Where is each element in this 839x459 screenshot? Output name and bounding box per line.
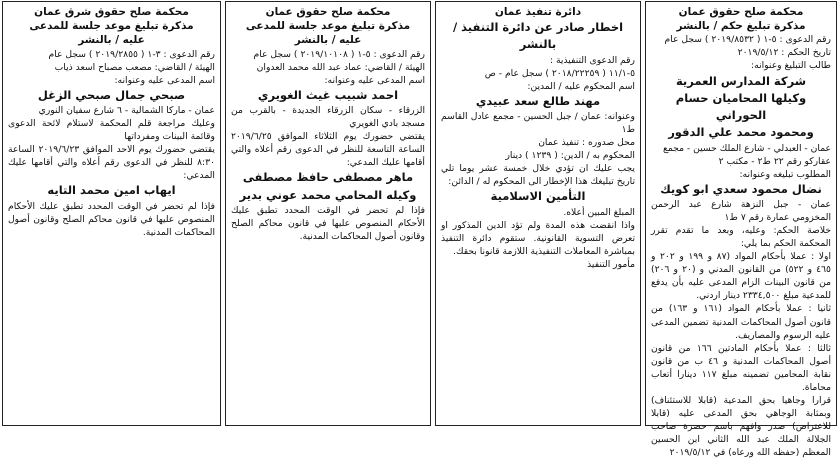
plaintiff-block xyxy=(8,182,215,199)
case-number-label: رقم الدعوى التنفيذية : xyxy=(549,54,635,66)
court-name: محكمة صلح حقوق عمان xyxy=(678,6,804,18)
case-number: رقم الدعوى : ٥-١ ( ٢٠١٩/٨٥٣٢ ) سجل عام xyxy=(664,34,831,46)
amount-due: المحكوم به / الدين: ( ١٢٣٩ ) دينار xyxy=(505,150,635,162)
notice-type: مذكرة تبليغ موعد جلسة للمدعى xyxy=(29,20,194,33)
defendant-address: عمان - ماركا الشمالية - ٦ شارع سفيان النوري xyxy=(38,104,215,116)
debtor-block xyxy=(441,93,635,110)
notice-title xyxy=(441,19,635,54)
defendant-block xyxy=(651,181,831,198)
defendant-label: اسم المدعى عليه وعنوانه: xyxy=(324,74,425,86)
notice-heading xyxy=(651,5,831,33)
case-number: ٥-١١/١ ( ٢٠١٨/٢٢٢٥٩ ) سجل عام - ص xyxy=(484,67,635,79)
defendant-name: احمد شبيب غيث الغويري xyxy=(257,87,399,102)
judgment-item-2: ثانيا : عملا بأحكام المواد (١٦١ و ١٦٣) من قانون أصول المحاكمات المدنية تضمين المدعى عليه الرسوم والمصاريف. xyxy=(651,303,832,341)
plaintiff-name: ايهاب امين محمد التايه xyxy=(47,183,176,198)
requester-label: طالب التبليغ وعنوانه: xyxy=(751,60,831,72)
judgment-summary: خلاصة الحكم: وعليه، وبعد ما تقدم تقرر المحكمة الحكم بما يلي: xyxy=(651,225,831,250)
notice-heading xyxy=(231,5,425,48)
defendant-address: عمان - جبل النزهة شارع عبد الرحمن المخزومي عمارة رقم ٧ ط١ xyxy=(651,198,831,224)
notice-hearing-2 xyxy=(2,1,221,426)
defendant-address: الزرقاء - سكان الزرقاء الجديدة - بالقرب من مسجد بادي الغويري xyxy=(231,104,425,130)
case-number: رقم الدعوى : ٣-١ ( ٢٠١٩/٢٨٥٥ ) سجل عام xyxy=(48,48,215,60)
warning-text: فإذا لم تحضر في الوقت المحدد تطبق عليك الأحكام المنصوص عليها في قانون محاكم الصلح وقانون أصول المحاكمات المدنية. xyxy=(8,200,215,238)
signature-label: مأمور التنفيذ xyxy=(587,258,635,270)
notice-hearing-1 xyxy=(225,1,431,426)
notice-type-2: عليه / بالنشر xyxy=(294,34,362,47)
issuing-place: محل صدوره : تنفيذ عمان xyxy=(538,137,635,149)
creditor-block xyxy=(441,188,635,205)
judgment-item-1: اولا : عملا بأحكام المواد (٨٧ و ١٩٩ و ٢٠٢ و ٤٦٥ و ٥٢٢) من القانون المدني و (٢٠ و ٢٠٦) من قانون البينات الزام المدعى عليه بأن يدفع للمدعية مبلغ ٢٣٣٤,٥٠٠ دينار اردني. xyxy=(651,251,832,302)
warning-text: واذا انقضت هذه المدة ولم تؤد الدين المذكور او تعرض التسوية القانونية. ستقوم دائرة التنفيذ بمباشرة المعاملات التنفيذية اللازمة قانونا بحقك. xyxy=(441,219,635,257)
plaintiff-block xyxy=(651,73,831,142)
department-name: دائرة تنفيذ عمان xyxy=(494,6,582,18)
warning-text: فإذا لم تحضر في الوقت المحدد تطبق عليك الأحكام المنصوص عليها في قانون محاكم الصلح وقانون أصول المحاكمات المدنية. xyxy=(231,204,425,242)
defendant-name: نضال محمود سعدي ابو كويك xyxy=(660,181,822,196)
judgment-closing: قرارا وجاهيا بحق المدعية (قابلا للاستئناف) وبمثابة الوجاهي بحق المدعى عليه (قابلا للاعتراض) صدر وافهم باسم حضرة صاحب الجلالة الملك عبد الله الثاني ابن الحسين المعظم (حفظه الله ورعاه) في ٢٠١٩/٥/١٢ xyxy=(651,394,831,459)
lawyer-name: وكيله المحامي محمد عوني بدير xyxy=(239,187,417,202)
notice-type: مذكرة تبليغ حكم / بالنشر xyxy=(676,20,806,33)
plaintiff-address: عمان - العبدلي - شارع الملك حسين - مجمع عقاركو رقم ٢٢ ط٢ - مكتب ٢ xyxy=(662,142,831,167)
notice-judgment xyxy=(645,1,837,459)
notice-type: مذكرة تبليغ موعد جلسة للمدعى xyxy=(245,20,411,33)
defendant-block xyxy=(231,87,425,104)
defendant-name: صبحي جمال صبحي الزغل xyxy=(37,87,186,102)
plaintiff-block xyxy=(231,169,425,204)
notice-execution xyxy=(435,1,641,426)
defendant-label: اسم المدعى عليه وعنوانه: xyxy=(114,74,215,86)
plaintiff-name: ماهر مصطفى حافظ مصطفى xyxy=(242,170,414,185)
debtor-label: اسم المحكوم عليه / المدين: xyxy=(527,80,635,92)
judge-name: الهيئة / القاضي: عماد عبد الله محمد العدوان xyxy=(256,61,425,73)
notice-heading xyxy=(441,5,635,19)
creditor-name: التأمين الاسلامية xyxy=(490,189,586,204)
notice-heading xyxy=(8,5,215,48)
debtor-address: وعنوانه: عمان / جبل الحسين - مجمع عادل القاسم ط١ xyxy=(441,111,635,136)
review-instruction: وعليك مراجعة قلم المحكمة لاستلام لائحة الدعوى وقائمة البينات ومفرداتها xyxy=(8,118,215,143)
court-name: محكمة صلح حقوق شرق عمان xyxy=(34,6,189,18)
hearing-instruction: يقتضي حضورك يوم الاحد الموافق ٢٠١٩/٦/٢٣ الساعة ٨:٣٠ للنظر في الدعوى رقم أعلاه والتي أقامها عليك المدعي: xyxy=(8,144,215,182)
lawyer-names: وكيلها المحاميان حسام الحوراني xyxy=(675,90,807,123)
notice-type: اخطار صادر عن دائرة التنفيذ / بالنشر xyxy=(452,20,624,52)
payment-instruction: يجب عليك ان تؤدي خلال خمسة عشر يوما تلي تاريخ تبليغك هذا الإخطار الى المحكوم له / الدائن: xyxy=(441,163,635,188)
judgment-item-3: ثالثا : عملا بأحكام المادتين ١٦٦ من قانون أصول المحاكمات المدنية و ٤٦ ب من قانون نقابة المحامين تضمينه مبلغ ١١٧ دينارا أتعاب محاماة. xyxy=(651,342,831,393)
debtor-name: مهند طالع سعد عبيدي xyxy=(475,93,601,108)
defendant-label: المطلوب تبليغه وعنوانه: xyxy=(739,168,831,180)
judge-name: الهيئة / القاضي: مصعب مصباح اسعد ذياب xyxy=(54,61,215,73)
notice-type-2: عليه / بالنشر xyxy=(78,34,145,47)
defendant-block xyxy=(8,87,215,104)
court-name: محكمة صلح حقوق عمان xyxy=(265,6,391,18)
judgment-date: تاريخ الحكم : ٢٠١٩/٥/١٢ xyxy=(737,47,831,59)
case-number: رقم الدعوى : ٥-١ ( ٢٠١٩/١٠١٠٨ ) سجل عام xyxy=(253,48,425,60)
hearing-instruction: يقتضي حضورك يوم الثلاثاء الموافق ٢٠١٩/٦/٢٥ الساعة التاسعة للنظر في الدعوى رقم أعلاه والتي أقامها عليك المدعي: xyxy=(231,131,425,169)
plaintiff-name: شركة المدارس العمرية xyxy=(675,73,807,88)
amount-note: المبلغ المبين أعلاه. xyxy=(563,206,635,218)
lawyer-names-2: ومحمود محمد علي الدقور xyxy=(668,125,814,140)
